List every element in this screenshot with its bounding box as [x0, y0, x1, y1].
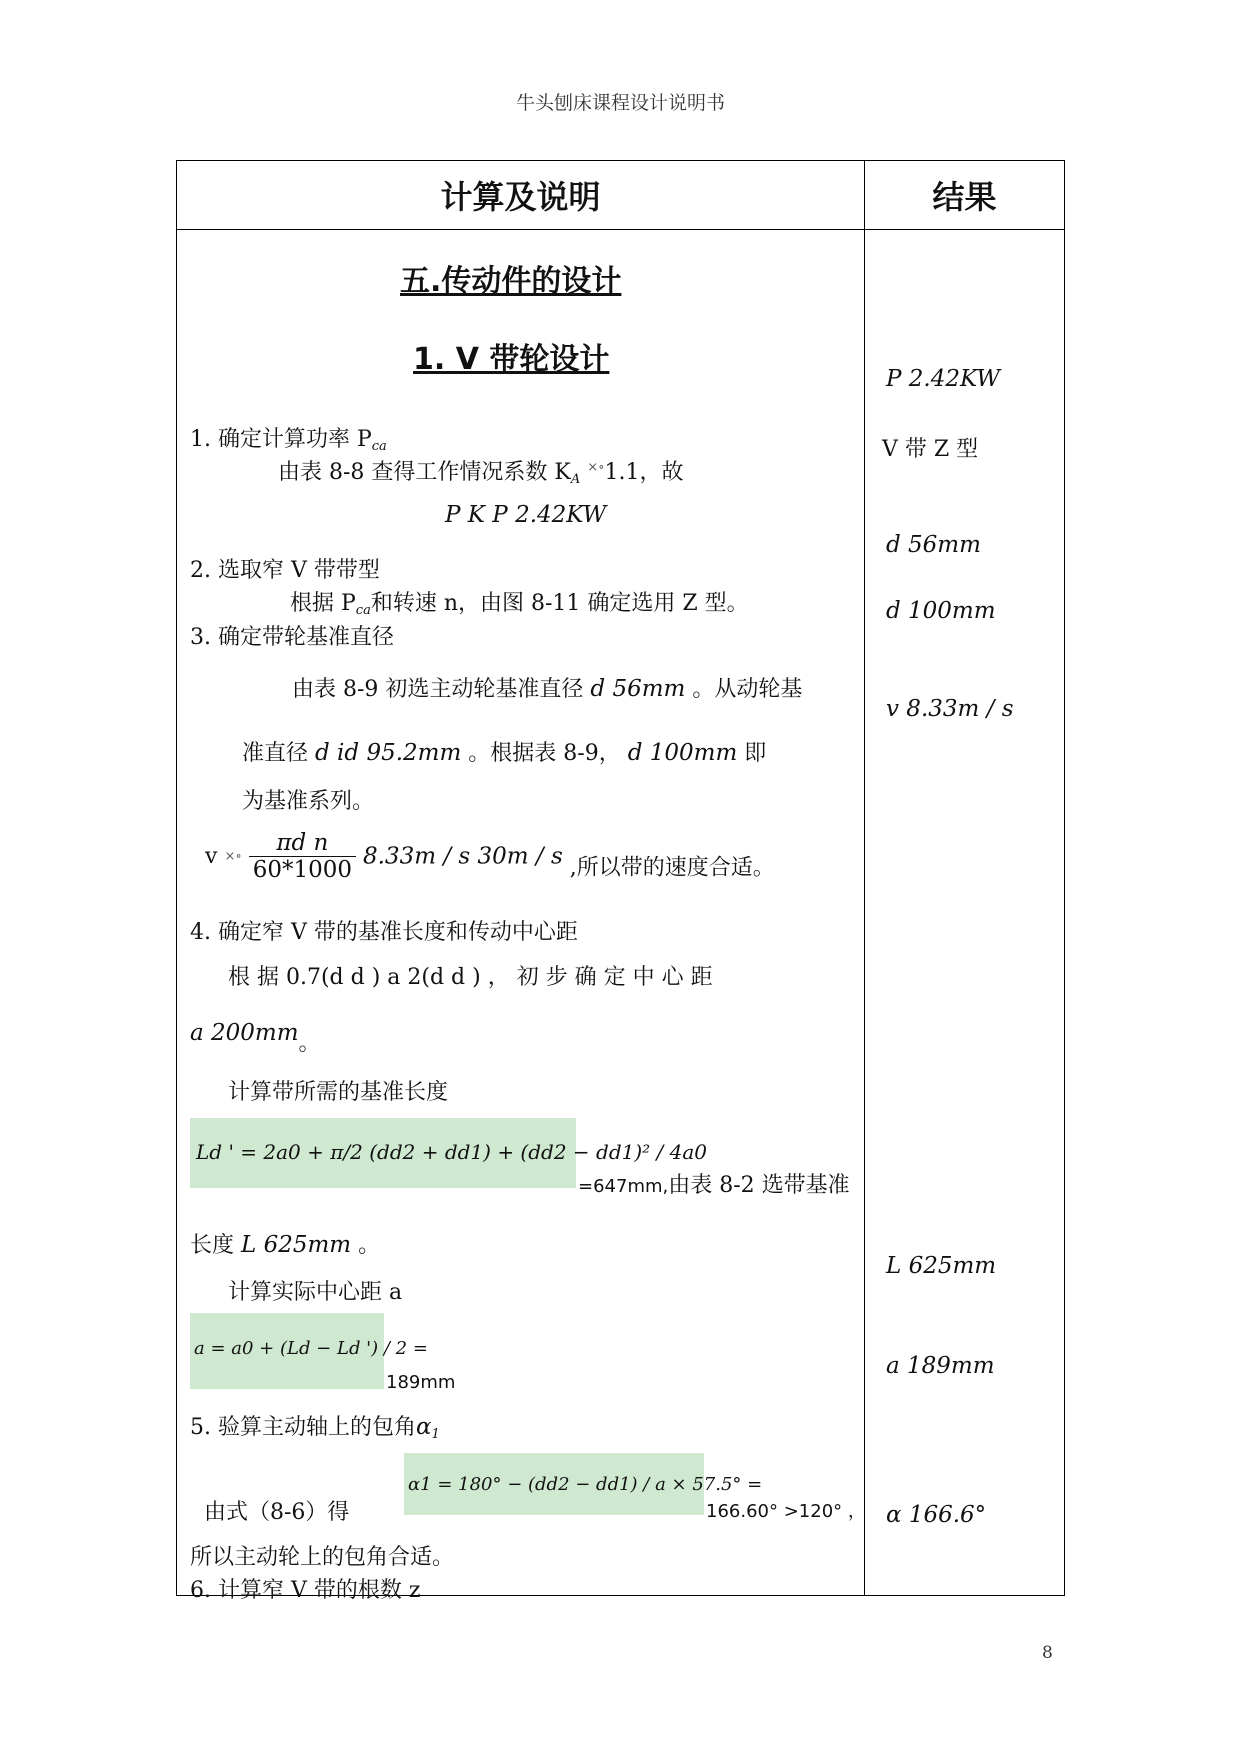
step3-text3: 为基准系列。: [242, 789, 375, 814]
result-vbelt: V 带 Z 型: [882, 437, 979, 462]
subsection-title: 1. V 带轮设计: [413, 342, 610, 377]
step1-title: 1. 确定计算功率 $P_{ca}$: [190, 427, 387, 454]
column-header-calculation: 计算及说明: [177, 161, 865, 230]
result-dd2: d 100mm: [886, 598, 996, 624]
result-ld: L 625mm: [886, 1253, 997, 1279]
step4-title: 4. 确定窄 V 带的基准长度和传动中心距: [190, 920, 578, 945]
ld-formula: Ld ' = 2a0 + π/2 (dd2 + dd1) + (dd2 − dd1)² / 4a0: [196, 1140, 708, 1164]
result-velocity: v 8.33m / s: [886, 696, 1014, 722]
velocity-formula: v ×∘ $\frac{\text{πd n}}{60*1000}$ 8.33m / s 30m / s ,所以带的速度合适。: [205, 830, 775, 883]
a-result: 189mm: [386, 1372, 456, 1393]
step1-formula: P K P 2.42KW: [445, 502, 607, 528]
step4-text3: 长度 L 625mm 。: [190, 1232, 381, 1258]
step5-text2: 所以主动轮上的包角合适。: [190, 1545, 455, 1570]
result-dd1: d 56mm: [886, 532, 981, 558]
step3-text1: 由表 8-9 初选主动轮基准直径 d 56mm 。从动轮基: [292, 676, 803, 702]
column-header-result: 结果: [865, 161, 1065, 230]
step4-text2: 计算带所需的基准长度: [228, 1080, 449, 1105]
ld-result-text: =647mm,由表 8-2 选带基准: [578, 1173, 850, 1198]
alpha-result: 166.60° >120° ，: [706, 1501, 866, 1522]
step3-text2: 准直径 d id 95.2mm 。根据表 8-9， d 100mm 即: [242, 740, 767, 766]
step5-title: 5. 验算主动轴上的包角$\alpha_1$: [190, 1414, 440, 1442]
step4-a0: a 200mm。: [190, 1020, 321, 1056]
result-alpha: α 166.6°: [886, 1502, 987, 1528]
page-number: 8: [1042, 1643, 1053, 1663]
alpha-formula: α1 = 180° − (dd2 − dd1) / a × 57.5° =: [408, 1474, 763, 1495]
step1-text: 由表 8-8 查得工作情况系数 $K_A$ ×∘1.1，故: [278, 460, 684, 487]
result-a: a 189mm: [886, 1353, 995, 1379]
result-pca: P 2.42KW: [886, 366, 1001, 392]
step3-title: 3. 确定带轮基准直径: [190, 625, 394, 650]
step2-title: 2. 选取窄 V 带带型: [190, 558, 380, 583]
step6-title: 6. 计算窄 V 带的根数 z: [190, 1578, 421, 1603]
section-title: 五.传动件的设计: [400, 264, 622, 299]
step4-text1: 根 据 0.7(d d ) a 2(d d ) ， 初 步 确 定 中 心 距: [228, 965, 713, 990]
step4-text4: 计算实际中心距 a: [228, 1280, 403, 1305]
step5-text: 由式（8-6）得: [204, 1500, 350, 1525]
step2-text: 根据 $P_{ca}$和转速 n，由图 8-11 确定选用 Z 型。: [290, 591, 749, 618]
a-formula: a = a0 + (Ld − Ld ') / 2 =: [194, 1338, 428, 1359]
page-header: 牛头刨床课程设计说明书: [515, 92, 725, 114]
